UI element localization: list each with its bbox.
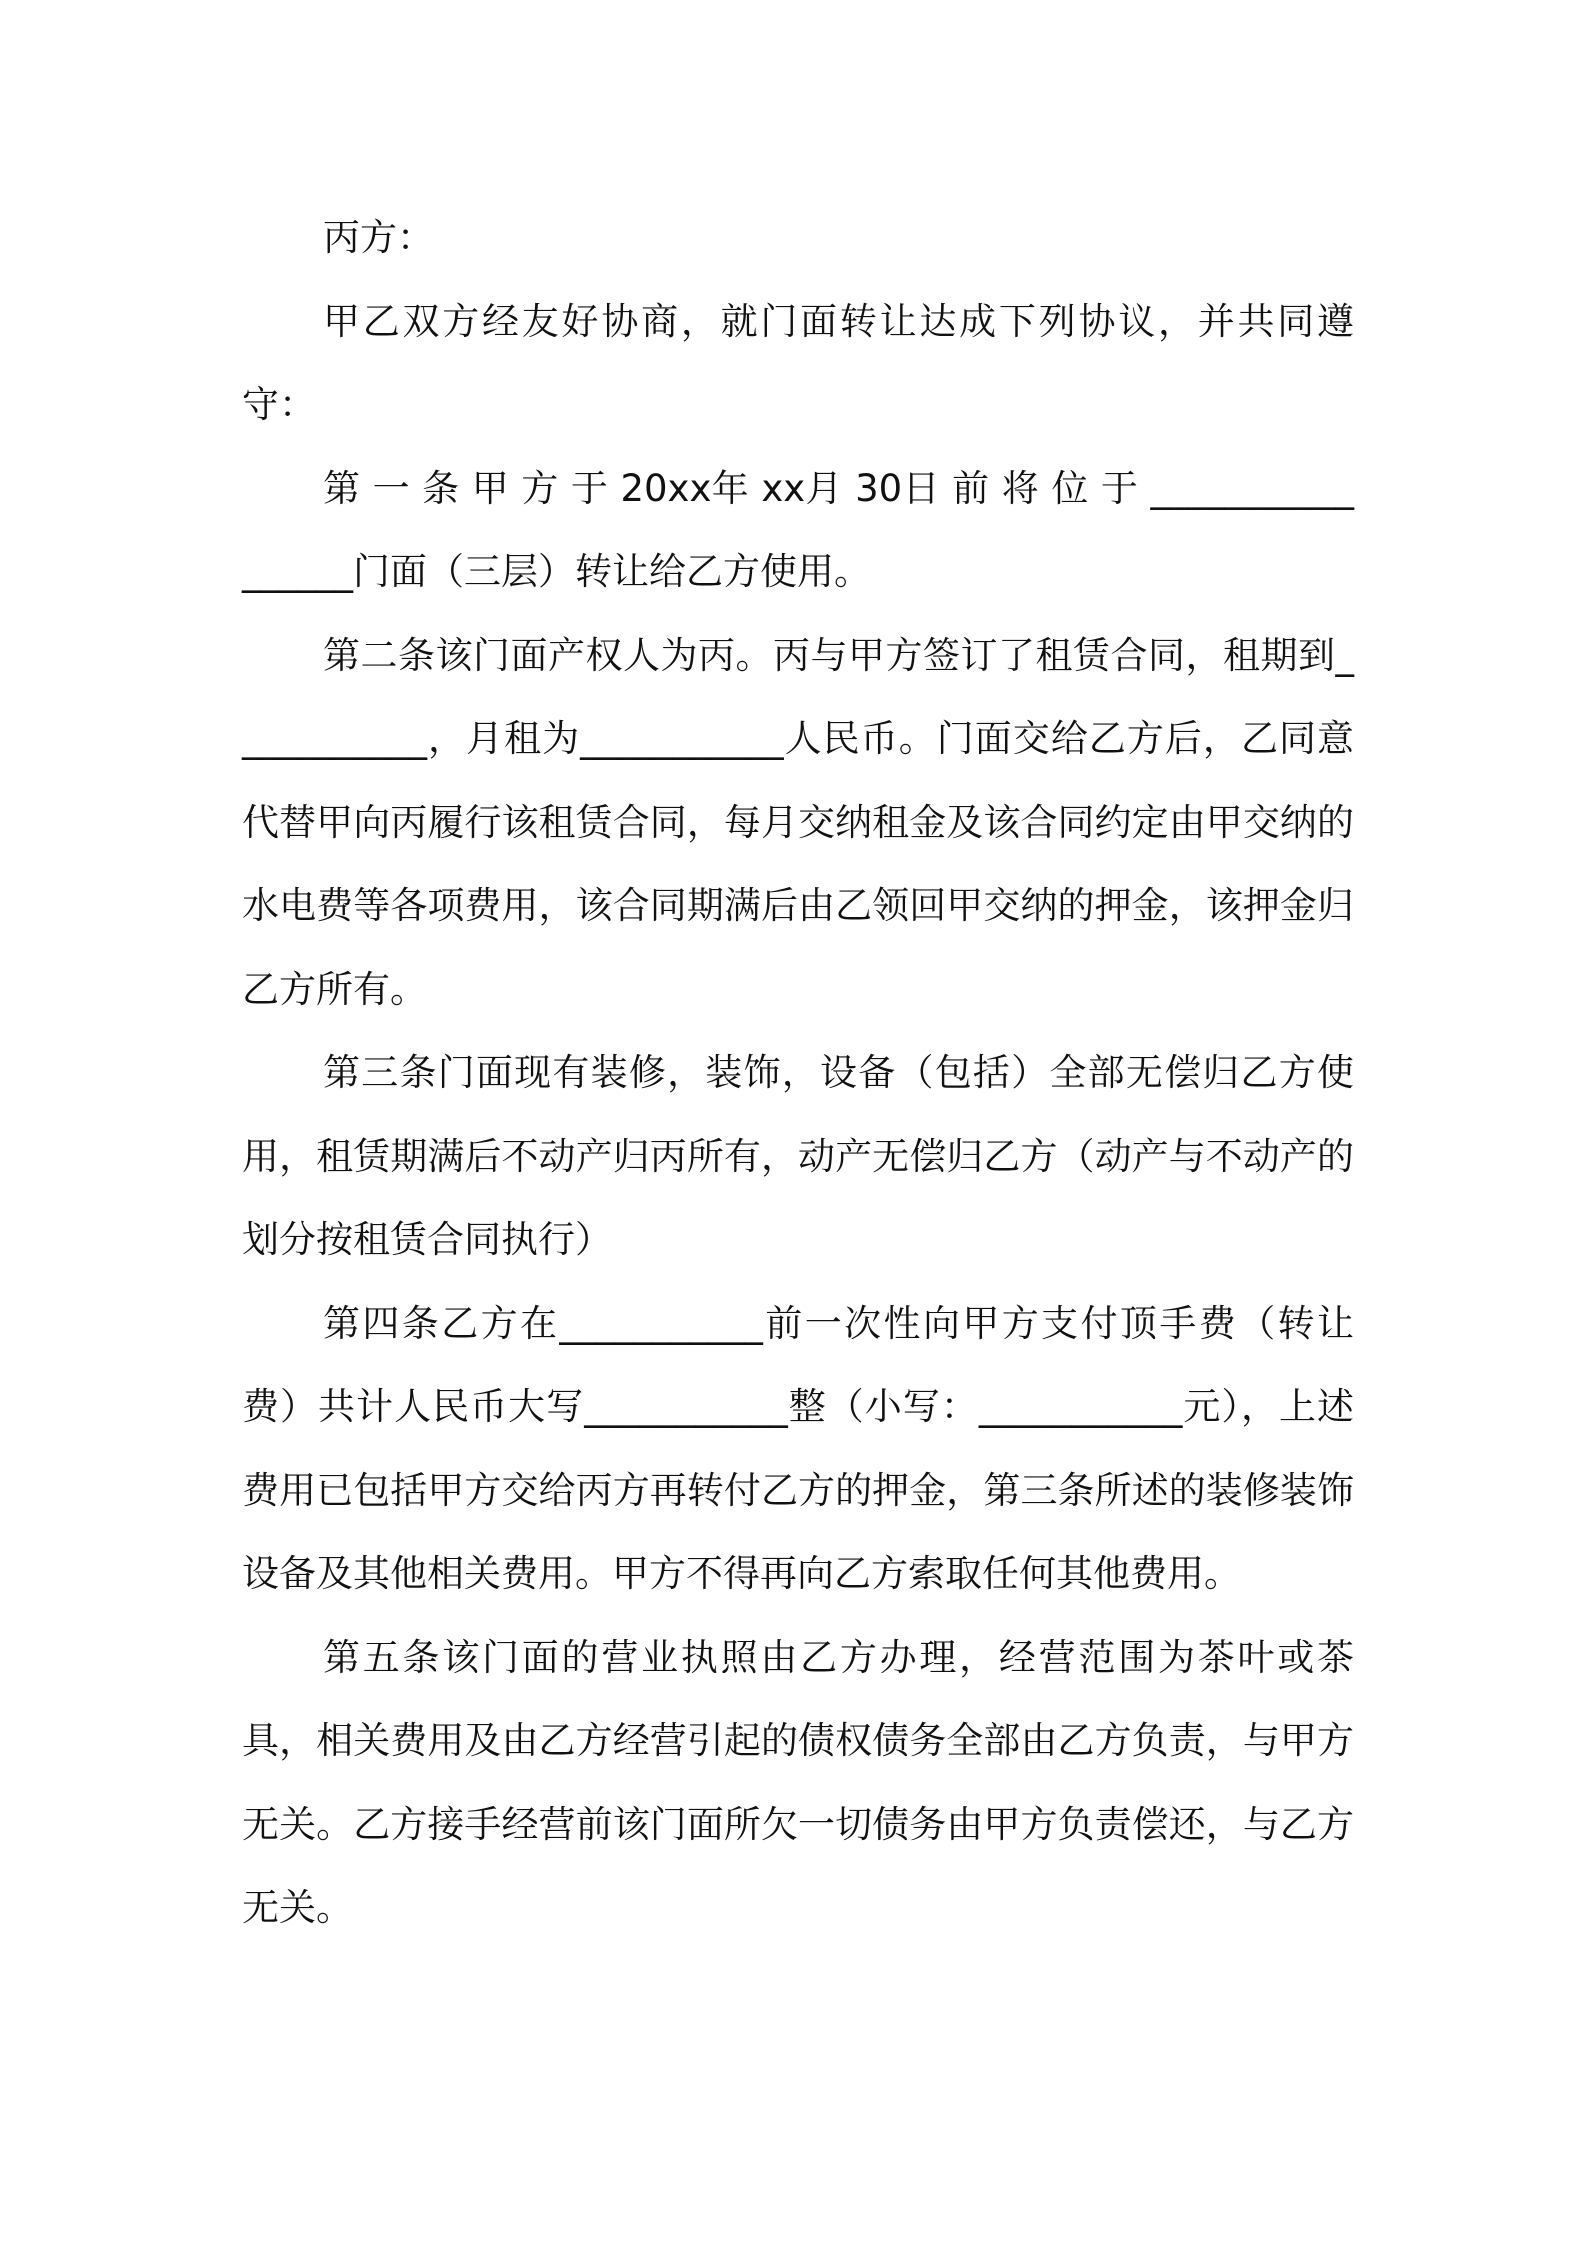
article-4: 第四条乙方在___________前一次性向甲方支付顶手费（转让费）共计人民币大写___________整（小写：___________元），上述费用已包括甲方交给丙方再转付乙方的押金，第三条所述的装修装饰设备及其他相关费用。甲方不得再向乙方索取任何其他费用。 <box>242 1301 1354 1595</box>
article-3: 第三条门面现有装修，装饰，设备（包括）全部无偿归乙方使用，租赁期满后不动产归丙所有，动产无偿归乙方（动产与不动产的划分按租赁合同执行） <box>242 1051 1354 1261</box>
article-1: 第 一 条 甲 方 于 20xx年 xx月 30日 前 将 位 于 _________________门面（三层）转让给乙方使用。 <box>242 466 1354 593</box>
document-body <box>242 196 1354 1950</box>
article-5: 第五条该门面的营业执照由乙方办理，经营范围为茶叶或茶具，相关费用及由乙方经营引起的债权债务全部由乙方负责，与甲方无关。乙方接手经营前该门面所欠一切债务由甲方负责偿还，与乙方无关。 <box>242 1635 1354 1929</box>
party-c-line: 丙方： <box>323 216 434 259</box>
agreement-intro: 甲乙双方经友好协商，就门面转让达成下列协议，并共同遵守： <box>242 299 1354 426</box>
article-2: 第二条该门面产权人为丙。丙与甲方签订了租赁合同，租期到___________，月租为___________人民币。门面交给乙方后，乙同意代替甲向丙履行该租赁合同，每月交纳租金及该合同约定由甲交纳的水电费等各项费用，该合同期满后由乙领回甲交纳的押金，该押金归乙方所有。 <box>242 633 1354 1011</box>
